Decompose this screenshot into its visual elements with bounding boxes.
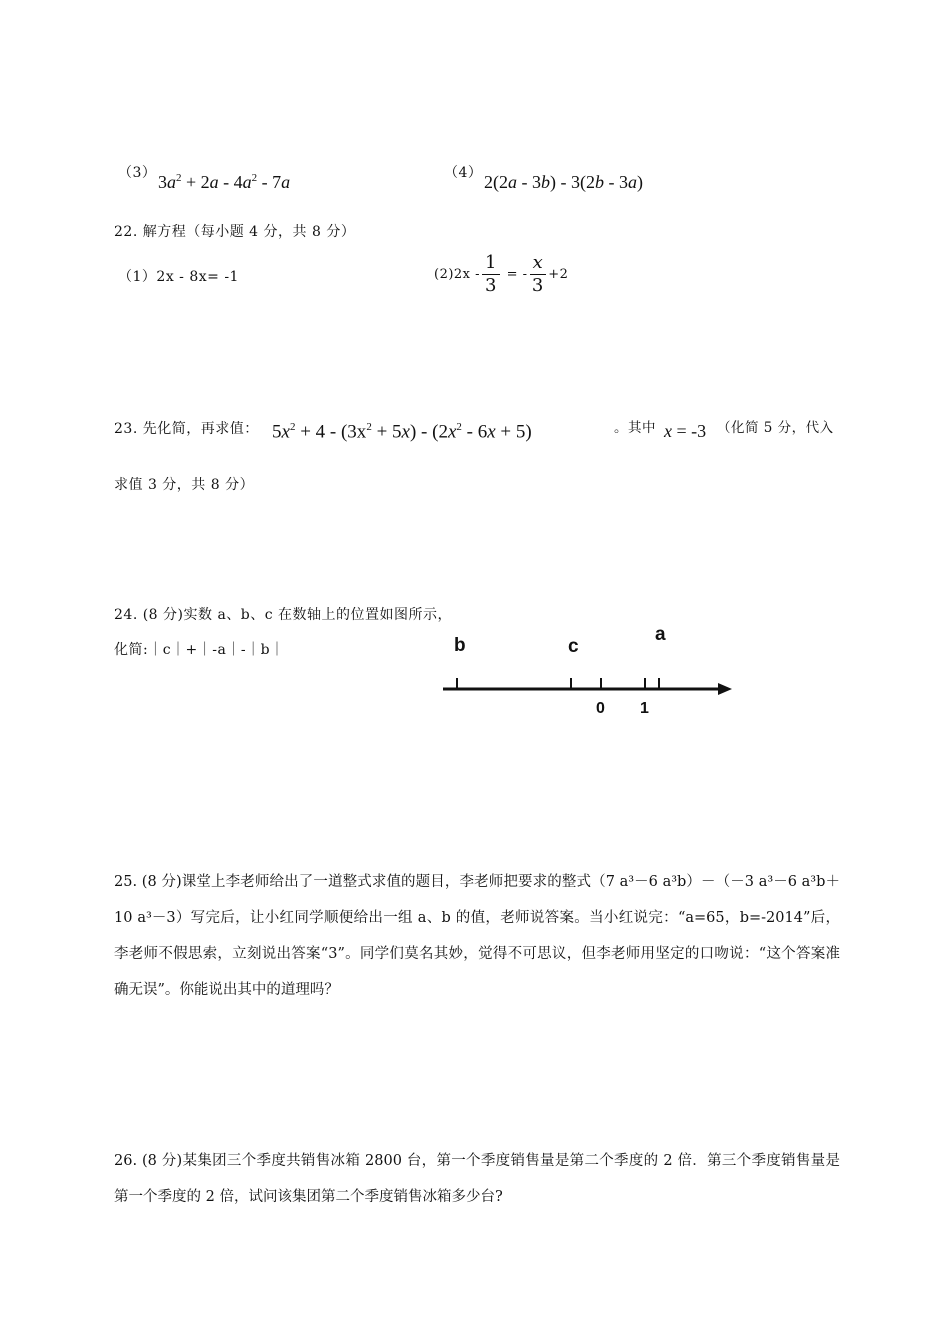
q23-lead: 23. 先化简，再求值： [114,421,259,437]
q26-text: 26. (8 分)某集团三个季度共销售冰箱 2800 台，第一个季度销售量是第二个季度的 2 倍．第三个季度销售量是第一个季度的 2 倍，试问该集团第二个季度销售冰箱多少台? [114,1153,840,1205]
q23-tail: （化简 5 分，代入 [717,420,834,436]
q22-fraction-2: $\frac{x}{3}$ [530,252,547,297]
q24-simplify: 化简:｜c｜+｜-a｜-｜b｜ [114,642,285,658]
q21-part3-expression: $3a^2 + 2a - 4a^2 - 7a$ [158,172,291,192]
q23-condition: x = -3 [664,421,707,441]
q22-title: 22. 解方程（每小题 4 分，共 8 分） [114,224,356,240]
q22-part1: （1）2x - 8x= -1 [118,269,239,285]
number-line-arrow [718,683,732,695]
q21-part3-label: （3） [118,165,157,181]
label-a: a [655,624,666,645]
q22-part2: (2)2x - $\frac{1}{3}$ = - $\frac{x}{3}$ +2 [434,252,569,296]
q24-title: 24. (8 分)实数 a、b、c 在数轴上的位置如图所示， [114,607,453,623]
q23-expression: $5x^2 + 4 - (3x^2 + 5x) - (2x^2 - 6x + 5)$ [272,421,532,443]
q21-part4-label: （4） [444,165,483,181]
q21-part4-expression: 2(2a - 3b) - 3(2b - 3a) [484,172,643,192]
label-b: b [454,635,466,656]
label-0: 0 [596,700,605,717]
label-1: 1 [640,700,649,717]
q22-fraction-1: $\frac{1}{3}$ [482,252,500,297]
q23-line2: 求值 3 分，共 8 分） [114,477,255,493]
label-c: c [568,636,579,657]
q23-mid: 。其中 [614,420,656,436]
q25-text: 25. (8 分)课堂上李老师给出了一道整式求值的题目，李老师把要求的整式（7 a³－6 a³b）－（－3 a³－6 a³b＋10 a³－3）写完后，让小红同学顺便给出一组 a、b 的值，老师说答案。当小红说完：“a=65，b=-2014”后，李老师不假思索，立刻说出答案“3”。同学们莫名其妙，觉得不可思议，但李老师用坚定的口吻说：“这个答案准确无误”。你能说出其中的道理吗？ [114,874,840,998]
